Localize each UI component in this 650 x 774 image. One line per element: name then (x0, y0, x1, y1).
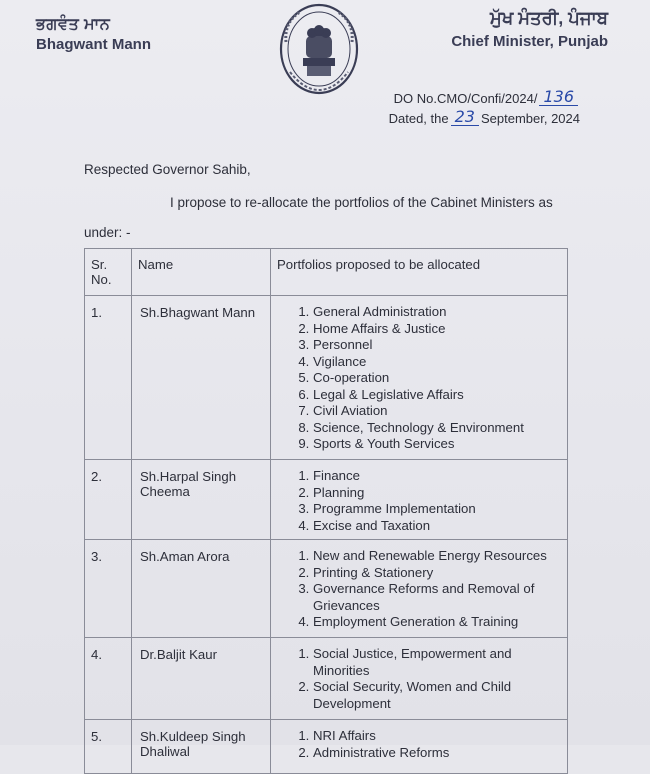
list-item: 3. Governance Reforms and Removal of Grievances (313, 581, 563, 614)
row-name: Sh.Bhagwant Mann (132, 296, 271, 460)
letter-intro (84, 188, 594, 248)
office-title-punjabi: ਮੁੱਖ ਮੰਤਰੀ, ਪੰਜਾਬ (490, 8, 608, 28)
sender-name-block (36, 16, 151, 53)
salutation: Respected Governor Sahib, (84, 162, 251, 177)
dated-prefix: Dated, the (388, 111, 449, 126)
list-item: 2. Social Security, Women and Child Development (313, 679, 563, 712)
reference-block (389, 86, 580, 126)
list-item: 9. Sports & Youth Services (313, 436, 563, 453)
intro-line-1: I propose to re-allocate the portfolios of the Cabinet Ministers as (170, 195, 553, 210)
table-row (85, 460, 568, 540)
list-item: 2. Printing & Stationery (313, 565, 563, 582)
row-sr: 1. (85, 296, 132, 460)
dated-line (389, 106, 580, 126)
row-portfolios (271, 460, 568, 540)
list-item: 2. Administrative Reforms (313, 745, 563, 762)
row-name: Dr.Baljit Kaur (132, 638, 271, 720)
dated-suffix: September, 2024 (480, 111, 580, 126)
list-item: 7. Civil Aviation (313, 403, 563, 420)
list-item: 8. Science, Technology & Environment (313, 420, 563, 437)
row-sr: 2. (85, 460, 132, 540)
row-portfolios (271, 540, 568, 638)
list-item: 1. Social Justice, Empowerment and Minorities (313, 646, 563, 679)
do-number-handwritten: 136 (539, 89, 578, 106)
list-item: 2. Home Affairs & Justice (313, 321, 563, 338)
portfolio-list (293, 646, 563, 712)
header-name: Name (132, 249, 271, 296)
list-item: 1. Finance (313, 468, 563, 485)
list-item: 3. Personnel (313, 337, 563, 354)
table-row (85, 720, 568, 774)
table-row (85, 296, 568, 460)
do-number-line (389, 86, 580, 106)
row-portfolios (271, 296, 568, 460)
list-item: 1. General Administration (313, 304, 563, 321)
state-emblem-seal-icon (276, 2, 362, 100)
list-item: 4. Employment Generation & Training (313, 614, 563, 631)
row-name: Sh.Aman Arora (132, 540, 271, 638)
header-sr-no: Sr. No. (85, 249, 132, 296)
dated-day-handwritten: 23 (451, 109, 479, 126)
table-row (85, 638, 568, 720)
table-header-row (85, 249, 568, 296)
row-name: Sh.Harpal Singh Cheema (132, 460, 271, 540)
row-sr: 4. (85, 638, 132, 720)
list-item: 2. Planning (313, 485, 563, 502)
portfolio-list (293, 548, 563, 631)
row-sr: 3. (85, 540, 132, 638)
list-item: 4. Vigilance (313, 354, 563, 371)
row-name: Sh.Kuldeep Singh Dhaliwal (132, 720, 271, 774)
portfolio-list (293, 468, 563, 534)
portfolio-table (84, 248, 568, 774)
header-portfolios: Portfolios proposed to be allocated (271, 249, 568, 296)
row-sr: 5. (85, 720, 132, 774)
list-item: 6. Legal & Legislative Affairs (313, 387, 563, 404)
office-title-block (451, 8, 608, 50)
sender-name-english: Bhagwant Mann (36, 36, 151, 53)
list-item: 1. New and Renewable Energy Resources (313, 548, 563, 565)
portfolio-list (293, 304, 563, 453)
table-row (85, 540, 568, 638)
list-item: 5. Co-operation (313, 370, 563, 387)
list-item: 4. Excise and Taxation (313, 518, 563, 535)
intro-line-2: under: - (84, 225, 131, 240)
list-item: 1. NRI Affairs (313, 728, 563, 745)
row-portfolios (271, 638, 568, 720)
do-number-prefix: DO No.CMO/Confi/2024/ (393, 91, 538, 106)
sender-name-punjabi: ਭਗਵੰਤ ਮਾਨ (36, 16, 111, 33)
row-portfolios (271, 720, 568, 774)
list-item: 3. Programme Implementation (313, 501, 563, 518)
office-title-english: Chief Minister, Punjab (451, 33, 608, 50)
